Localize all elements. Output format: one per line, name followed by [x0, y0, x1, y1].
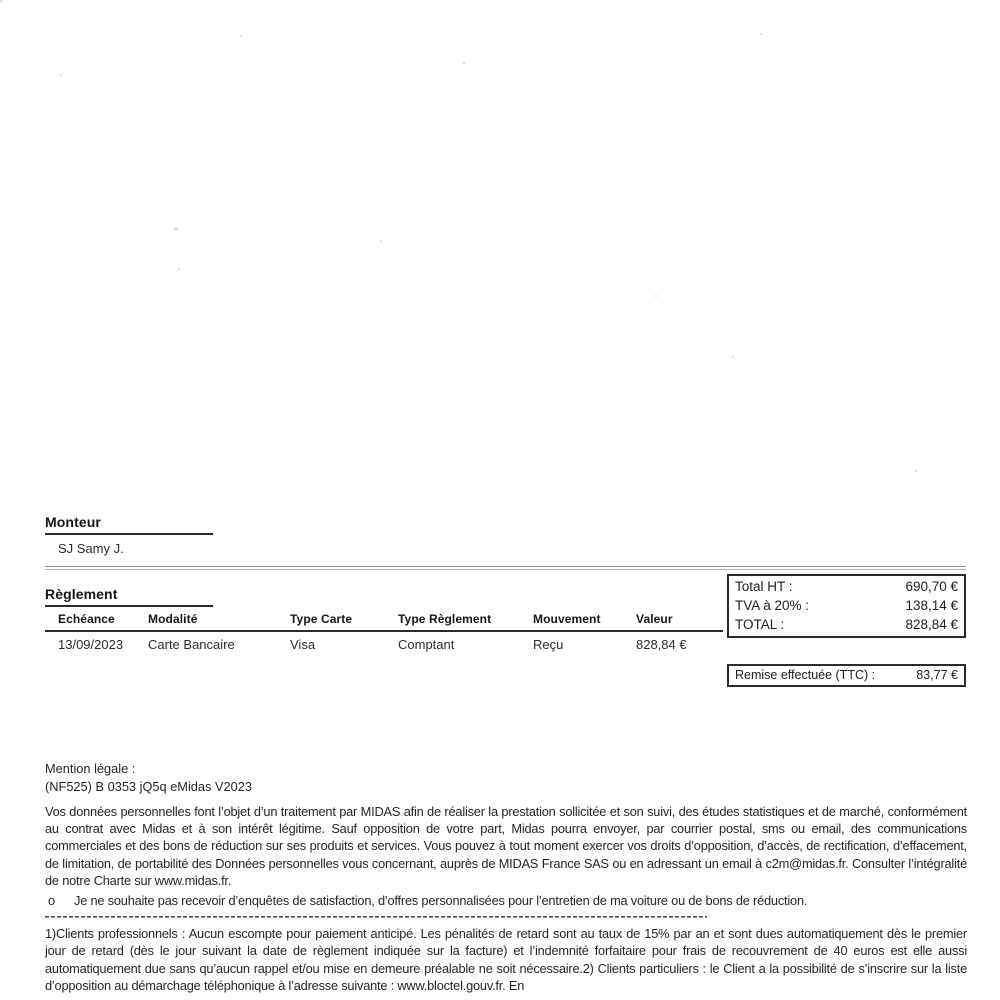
- monteur-heading: Monteur: [45, 515, 213, 535]
- col-echeance: Echéance: [45, 610, 148, 631]
- total-ht-row: [735, 577, 958, 596]
- col-type-reglement: Type Règlement: [398, 610, 533, 631]
- total-ttc-label: TOTAL :: [735, 617, 785, 632]
- tva-label: TVA à 20% :: [735, 598, 810, 613]
- section-divider-line: [45, 566, 966, 570]
- monteur-value: SJ Samy J.: [58, 541, 124, 556]
- total-ht-value: 690,70 €: [905, 579, 958, 594]
- remise-label: Remise effectuée (TTC) :: [735, 668, 876, 682]
- legal-reference: (NF525) B 0353 jQ5q eMidas V2023: [45, 779, 252, 794]
- dashed-separator: [45, 915, 707, 918]
- reglement-section: [45, 587, 213, 607]
- tva-value: 138,14 €: [905, 598, 958, 613]
- legal-paragraph-terms: 1)Clients professionnels : Aucun escompte pour paiement anticipé. Les pénalités de retard sont au taux de 15% par an et sont dues automatiquement dès le premier jour de retard (dès le jour suivant la date de règlement indiquée sur la facture) et l’indemnité forfaitaire pour frais de recouvrement de 40 euros est elle aussi automatiquement due sans qu’aucun rappel et/ou mise en demeure préalable ne soit nécessaire.2) Clients particuliers : le Client a la possibilité de s’inscrire sur la liste d’opposition au démarchage téléphonique à l’adresse suivante : www.bloctel.gouv.fr. En: [45, 926, 967, 993]
- table-header-row: [45, 610, 723, 631]
- tva-row: [735, 596, 958, 615]
- col-modalite: Modalité: [148, 610, 290, 631]
- remise-value: 83,77 €: [916, 668, 958, 682]
- cell-valeur: 828,84 €: [636, 637, 687, 652]
- reglement-heading: Règlement: [45, 587, 213, 607]
- total-ttc-value: 828,84 €: [905, 617, 958, 632]
- table-row: [45, 631, 723, 652]
- col-valeur: Valeur: [636, 610, 723, 631]
- cell-mouvement: Reçu: [533, 637, 564, 652]
- scan-speckles: [0, 0, 2, 2]
- optout-text: Je ne souhaite pas recevoir d’enquêtes de satisfaction, d’offres personnalisées pour l’entretien de ma voiture ou de bons de réduction.: [74, 893, 808, 909]
- optout-row: [45, 892, 967, 909]
- remise-box: [727, 664, 966, 687]
- cell-type-reglement: Comptant: [398, 637, 455, 652]
- cell-modalite: Carte Bancaire: [148, 637, 235, 652]
- total-ttc-row: [735, 615, 958, 634]
- legal-heading: Mention légale :: [45, 761, 136, 776]
- col-type-carte: Type Carte: [290, 610, 398, 631]
- cell-echeance: 13/09/2023: [58, 637, 124, 652]
- cell-type-carte: Visa: [290, 637, 316, 652]
- optout-checkbox-marker: o: [48, 893, 55, 909]
- total-ht-label: Total HT :: [735, 579, 793, 594]
- reglement-table: [45, 610, 723, 652]
- totals-box: [727, 574, 966, 638]
- legal-section: [45, 760, 967, 994]
- monteur-section: [45, 515, 213, 556]
- legal-paragraph-privacy: Vos données personnelles font l’objet d’un traitement par MIDAS afin de réaliser la prestation sollicitée et son suivi, des études statistiques et de marché, conformément au contrat avec Midas et à son intérêt légitime. Sauf opposition de votre part, Midas pourra envoyer, par courrier postal, sms ou email, des communications commerciales et des bons de réduction sur ses produits et services. Vous pouvez à tout moment exercer vos droits d’opposition, d’accès, de rectification, d’effacement, de limitation, de portabilité des Données personnelles vous concernant, auprès de MIDAS France SAS ou en adressant un email à c2m@midas.fr. Consulter l’intégralité de notre Charte sur www.midas.fr.: [45, 804, 967, 888]
- col-mouvement: Mouvement: [533, 610, 636, 631]
